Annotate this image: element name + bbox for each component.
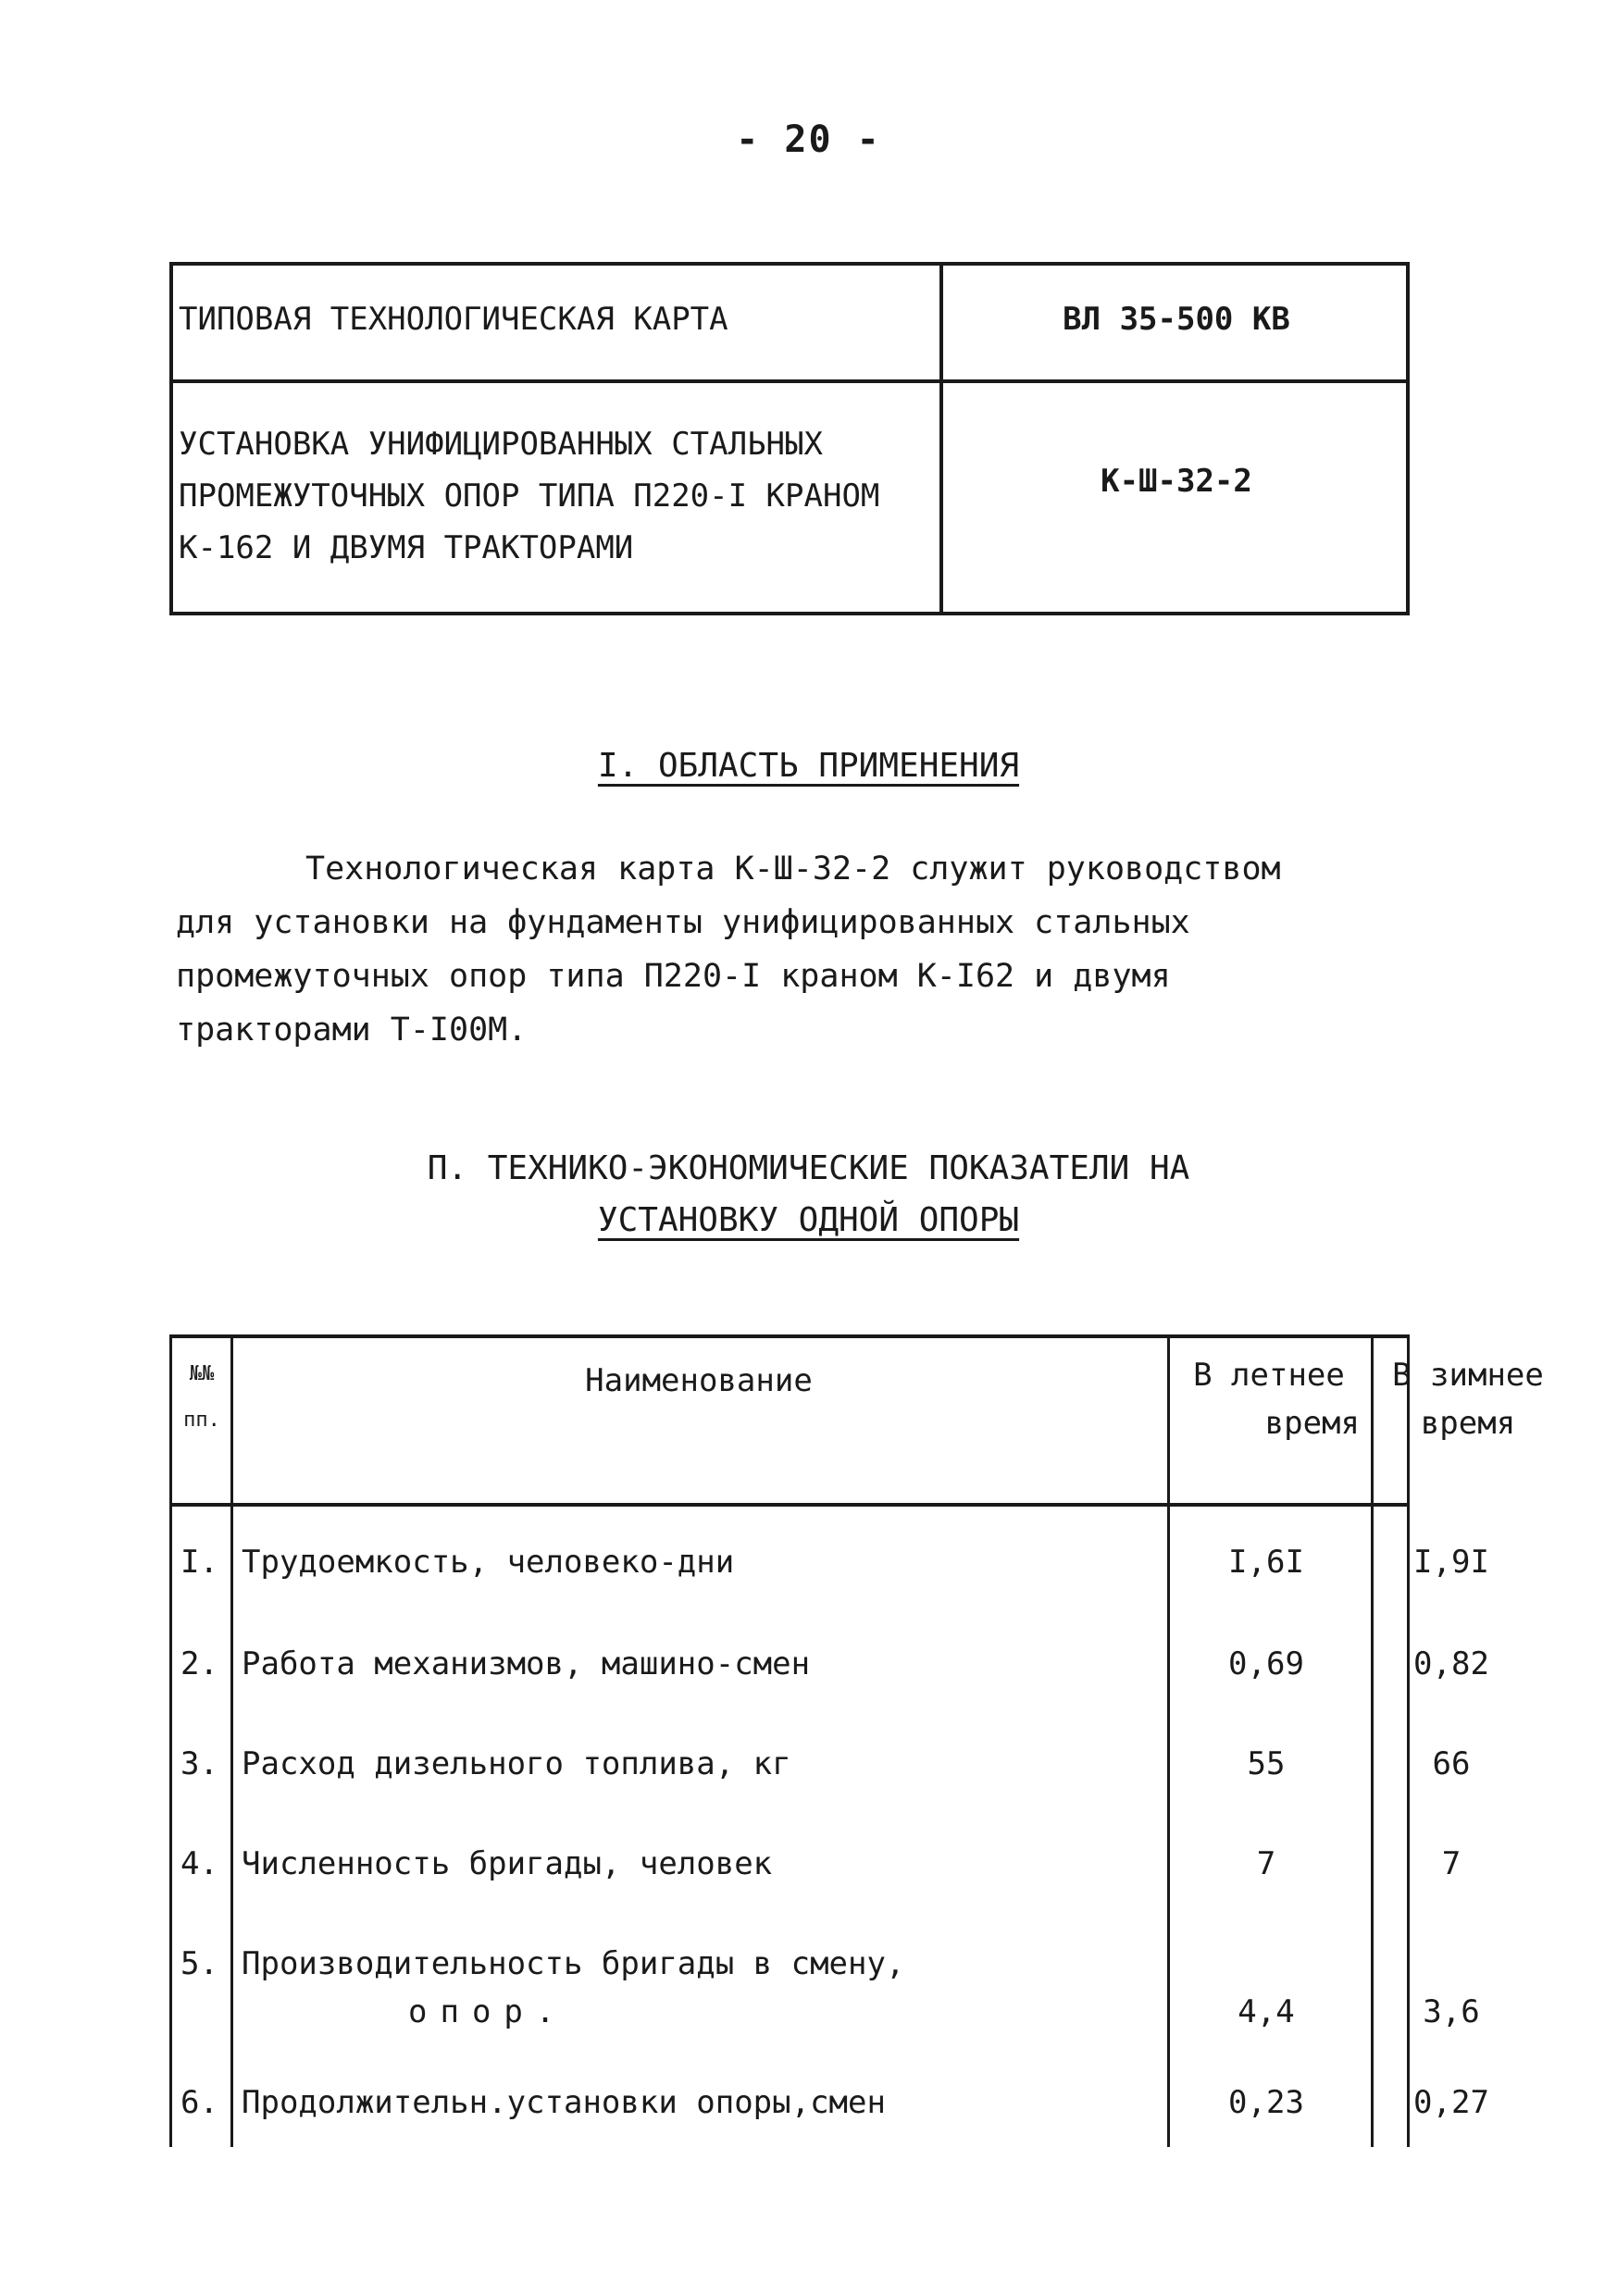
header-summer-line2: время xyxy=(1264,1405,1360,1442)
paragraph-line: для установки на фундаменты унифицированных стальных xyxy=(176,904,1190,941)
row-name: Трудоемкость, человеко-дни xyxy=(242,1544,735,1581)
header-name: Наименование xyxy=(585,1362,813,1399)
row-num: 5. xyxy=(180,1945,218,1982)
header-subject xyxy=(179,418,879,574)
row-winter: 3,6 xyxy=(1423,1993,1480,2030)
row-name: Численность бригады, человек xyxy=(242,1845,773,1882)
header-card-code: К-Ш-32-2 xyxy=(1101,463,1252,500)
row-num: 4. xyxy=(180,1845,218,1882)
row-summer: 0,69 xyxy=(1228,1645,1304,1682)
row-summer: 55 xyxy=(1247,1745,1286,1782)
table-header-divider xyxy=(169,1503,1410,1507)
table-divider-summer xyxy=(1167,1338,1170,2147)
paragraph-line: тракторами Т-I00М. xyxy=(176,1011,528,1049)
section1-heading xyxy=(0,740,1617,792)
row-name: Расход дизельного топлива, кг xyxy=(242,1745,791,1782)
row-winter: 0,27 xyxy=(1413,2084,1489,2121)
row-num: 6. xyxy=(180,2084,218,2121)
row-winter: 0,82 xyxy=(1413,1645,1489,1682)
section2-heading-line1: П. ТЕХНИКО-ЭКОНОМИЧЕСКИЕ ПОКАЗАТЕЛИ НА xyxy=(427,1149,1190,1187)
header-summer-line1: В летнее xyxy=(1193,1357,1345,1394)
header-title: ТИПОВАЯ ТЕХНОЛОГИЧЕСКАЯ КАРТА xyxy=(179,301,728,338)
row-summer: I,6I xyxy=(1228,1544,1304,1581)
header-num xyxy=(173,1351,230,1444)
header-num-line1: №№ xyxy=(189,1362,215,1385)
header-subject-line: К-162 И ДВУМЯ ТРАКТОРАМИ xyxy=(179,529,634,566)
row-num: 3. xyxy=(180,1745,218,1782)
table-border-left xyxy=(169,1338,172,2147)
header-num-line2: пп. xyxy=(183,1409,220,1432)
row-summer: 4,4 xyxy=(1238,1993,1295,2030)
row-num: I. xyxy=(180,1544,218,1581)
paragraph-line: промежуточных опор типа П220-I краном К-I62 и двумя xyxy=(176,958,1171,995)
row-name-line1: Производительность бригады в смену, xyxy=(242,1945,905,1982)
row-summer: 0,23 xyxy=(1228,2084,1304,2121)
header-subject-line: УСТАНОВКА УНИФИЦИРОВАННЫХ СТАЛЬНЫХ xyxy=(179,426,823,463)
header-winter xyxy=(1371,1351,1565,1447)
section1-heading-text: I. ОБЛАСТЬ ПРИМЕНЕНИЯ xyxy=(597,747,1020,785)
section2-heading xyxy=(0,1143,1617,1247)
header-winter-line1: В зимнее xyxy=(1392,1357,1544,1394)
header-table xyxy=(169,262,1410,615)
row-num: 2. xyxy=(180,1645,218,1682)
row-name: Продолжительн.установки опоры,смен xyxy=(242,2084,886,2121)
row-winter: 66 xyxy=(1432,1745,1471,1782)
header-summer xyxy=(1167,1351,1371,1447)
row-winter: I,9I xyxy=(1413,1544,1489,1581)
header-code: ВЛ 35-500 КВ xyxy=(1063,301,1290,338)
paragraph-line: Технологическая карта К-Ш-32-2 служит руководством xyxy=(305,850,1281,887)
section2-heading-line2: УСТАНОВКУ ОДНОЙ ОПОРЫ xyxy=(597,1201,1020,1239)
row-name xyxy=(242,1940,904,2036)
section1-paragraph xyxy=(176,842,1407,1057)
row-name-line2: опор. xyxy=(408,1993,568,2030)
page-number: - 20 - xyxy=(736,118,881,161)
header-divider-horizontal xyxy=(173,379,1406,383)
row-name: Работа механизмов, машино-смен xyxy=(242,1645,811,1682)
indicators-table xyxy=(169,1334,1544,2147)
header-subject-line: ПРОМЕЖУТОЧНЫХ ОПОР ТИПА П220-I КРАНОМ xyxy=(179,478,880,515)
row-winter: 7 xyxy=(1441,1845,1462,1882)
header-winter-line2: время xyxy=(1420,1405,1516,1442)
row-summer: 7 xyxy=(1256,1845,1276,1882)
